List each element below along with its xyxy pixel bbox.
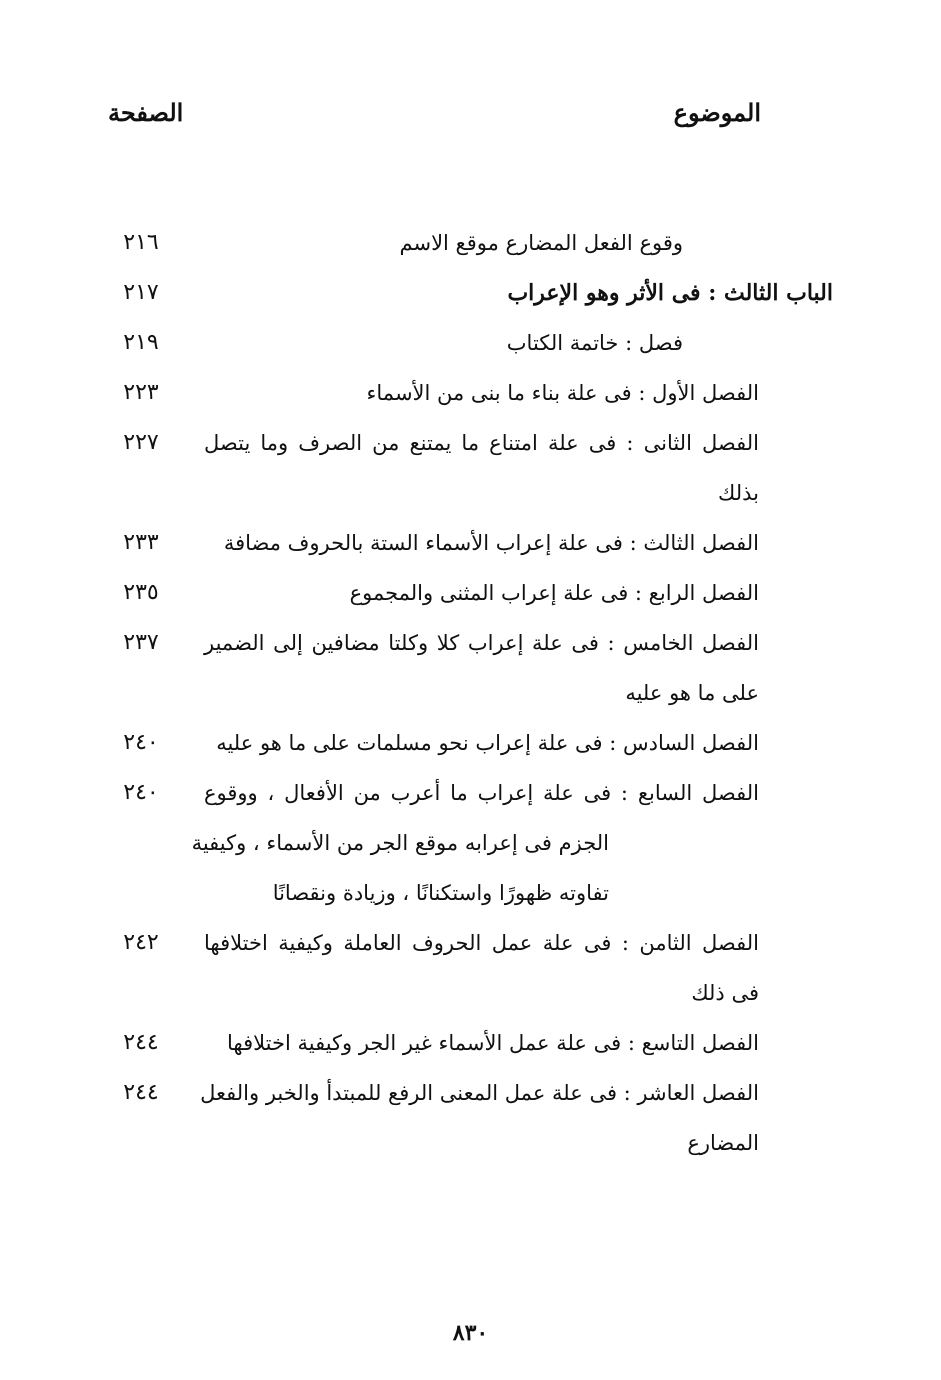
- toc-entry-page: ٢٤٠: [123, 780, 159, 805]
- folio-page-number: ٨٣٠: [452, 1320, 489, 1346]
- toc-entry-title-line: الفصل السادس : فى علة إعراب نحو مسلمات على ما هو عليه: [216, 731, 759, 755]
- toc-entry-title-line: تفاوته ظهورًا واستكنانًا ، وزيادة ونقصانًا: [272, 881, 609, 905]
- toc-entry-page: ٢١٦: [123, 230, 159, 255]
- toc-entry-title: [204, 518, 759, 568]
- toc-entry-title-line: وقوع الفعل المضارع موقع الاسم: [399, 231, 683, 255]
- toc-entry-title: [204, 718, 759, 768]
- toc-entry-page: ٢٤٤: [123, 1030, 159, 1055]
- toc-entry-page: ٢٢٧: [123, 430, 159, 455]
- toc-entry-page: ٢٣٥: [123, 580, 159, 605]
- toc-entry-title-line: الفصل التاسع : فى علة عمل الأسماء غير الجر وكيفية اختلافها: [227, 1031, 759, 1055]
- toc-entry-title: [243, 218, 683, 268]
- toc-entry-title-line: فصل : خاتمة الكتاب: [506, 331, 683, 355]
- toc-entry-title: [243, 318, 683, 368]
- toc-entry-title: [239, 368, 759, 418]
- topic-column-header: الموضوع: [673, 98, 761, 127]
- toc-entry-title-line: الجزم فى إعرابه موقع الجر من الأسماء ، وكيفية: [191, 831, 609, 855]
- toc-entry-title-line: الفصل العاشر : فى علة عمل المعنى الرفع للمبتدأ والخبر والفعل: [200, 1081, 759, 1105]
- toc-entry-title-line: بذلك: [718, 481, 759, 505]
- toc-entry-title: [204, 918, 759, 1018]
- toc-entry-page: ٢٤٤: [123, 1080, 159, 1105]
- toc-entry-title-line: الفصل السابع : فى علة إعراب ما أعرب من الأفعال ، ووقوع: [204, 781, 759, 805]
- toc-entry-title-line: الفصل الرابع : فى علة إعراب المثنى والمجموع: [349, 581, 759, 605]
- toc-entry-page: ٢١٧: [123, 280, 159, 305]
- toc-entry-page: ٢٤٠: [123, 730, 159, 755]
- toc-entry-title: [204, 618, 759, 718]
- toc-entry-title: [204, 418, 759, 518]
- toc-entry-title: [204, 1018, 759, 1068]
- toc-entry-page: ٢٢٣: [123, 380, 159, 405]
- toc-entry-page: ٢٤٢: [123, 930, 159, 955]
- toc-entry-title: [273, 268, 833, 318]
- toc-entry-page: ٢٣٣: [123, 530, 159, 555]
- toc-entry-title-line: فى ذلك: [691, 981, 759, 1005]
- toc-entry-title-line: الفصل الأول : فى علة بناء ما بنى من الأسماء: [366, 381, 759, 405]
- toc-entry-title: [200, 1068, 759, 1168]
- page-column-header: الصفحة: [108, 98, 184, 127]
- toc-entry-title-line: الباب الثالث : فى الأثر وهو الإعراب: [507, 280, 833, 306]
- toc-entry-page: ٢١٩: [123, 330, 159, 355]
- toc-entry-title-line: الفصل الثالث : فى علة إعراب الأسماء الستة بالحروف مضافة: [223, 531, 759, 555]
- toc-entry-title-line: الفصل الخامس : فى علة إعراب كلا وكلتا مضافين إلى الضمير: [204, 631, 759, 655]
- toc-entry-title: [191, 768, 759, 918]
- toc-entry-title-line: على ما هو عليه: [625, 681, 759, 705]
- toc-entry-title-line: الفصل الثامن : فى علة عمل الحروف العاملة وكيفية اختلافها: [204, 931, 759, 955]
- toc-entry-title-line: المضارع: [687, 1131, 759, 1155]
- toc-entry-title-line: الفصل الثانى : فى علة امتناع ما يمتنع من الصرف وما يتصل: [204, 431, 759, 455]
- toc-entry-title: [204, 568, 759, 618]
- toc-entry-page: ٢٣٧: [123, 630, 159, 655]
